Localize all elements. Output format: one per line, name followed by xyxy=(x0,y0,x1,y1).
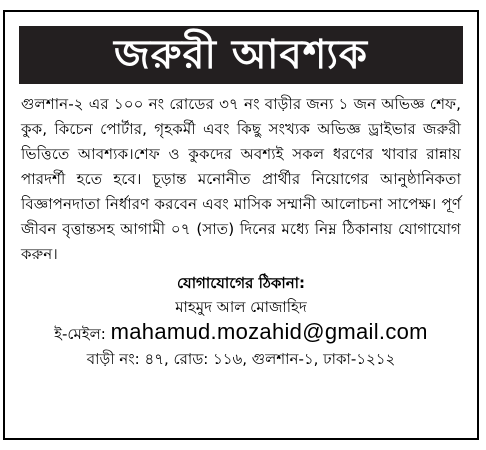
contact-block xyxy=(5,271,477,371)
headline-banner xyxy=(19,26,463,84)
contact-name: মাহমুদ আল মোজাহিদ xyxy=(175,298,307,316)
contact-title: যোগাযোগের ঠিকানা: xyxy=(176,274,306,292)
email-address: mahamud.mozahid@gmail.com xyxy=(110,319,428,344)
ad-body-text: গুলশান-২ এর ১০০ নং রোডের ৩৭ নং বাড়ীর জন্য ১ জন অভিজ্ঞ শেফ, কুক, কিচেন পোর্টার, গৃহকর্মী এবং কিছু সংখ্যক অভিজ্ঞ ড্রাইভার জরুরী ভিত্তিতে আবশ্যক।শেফ ও কুকদের অবশ্যই সকল ধরণের খাবার রান্নায় পারদর্শী হতে হবে। চূড়ান্ত মনোনীত প্রার্থীর নিয়োগের আনুষ্ঠানিকতা বিজ্ঞাপনদাতা নির্ধারণ করবেন এবং মাসিক সম্মানী আলোচনা সাপেক্ষ। পূর্ণ জীবন বৃত্তান্তসহ আগামী ০৭ (সাত) দিনের মধ্যে নিম্ন ঠিকানায় যোগাযোগ করুন। xyxy=(21,95,461,263)
contact-email-row xyxy=(5,319,477,347)
contact-address: বাড়ী নং: ৪৭, রোড: ১১৬, গুলশান-১, ঢাকা-১২১২ xyxy=(86,350,396,368)
headline-title: জরুরী আবশ্যক xyxy=(113,32,369,78)
job-advertisement xyxy=(3,10,479,440)
email-label: ই-মেইল: xyxy=(54,325,106,343)
